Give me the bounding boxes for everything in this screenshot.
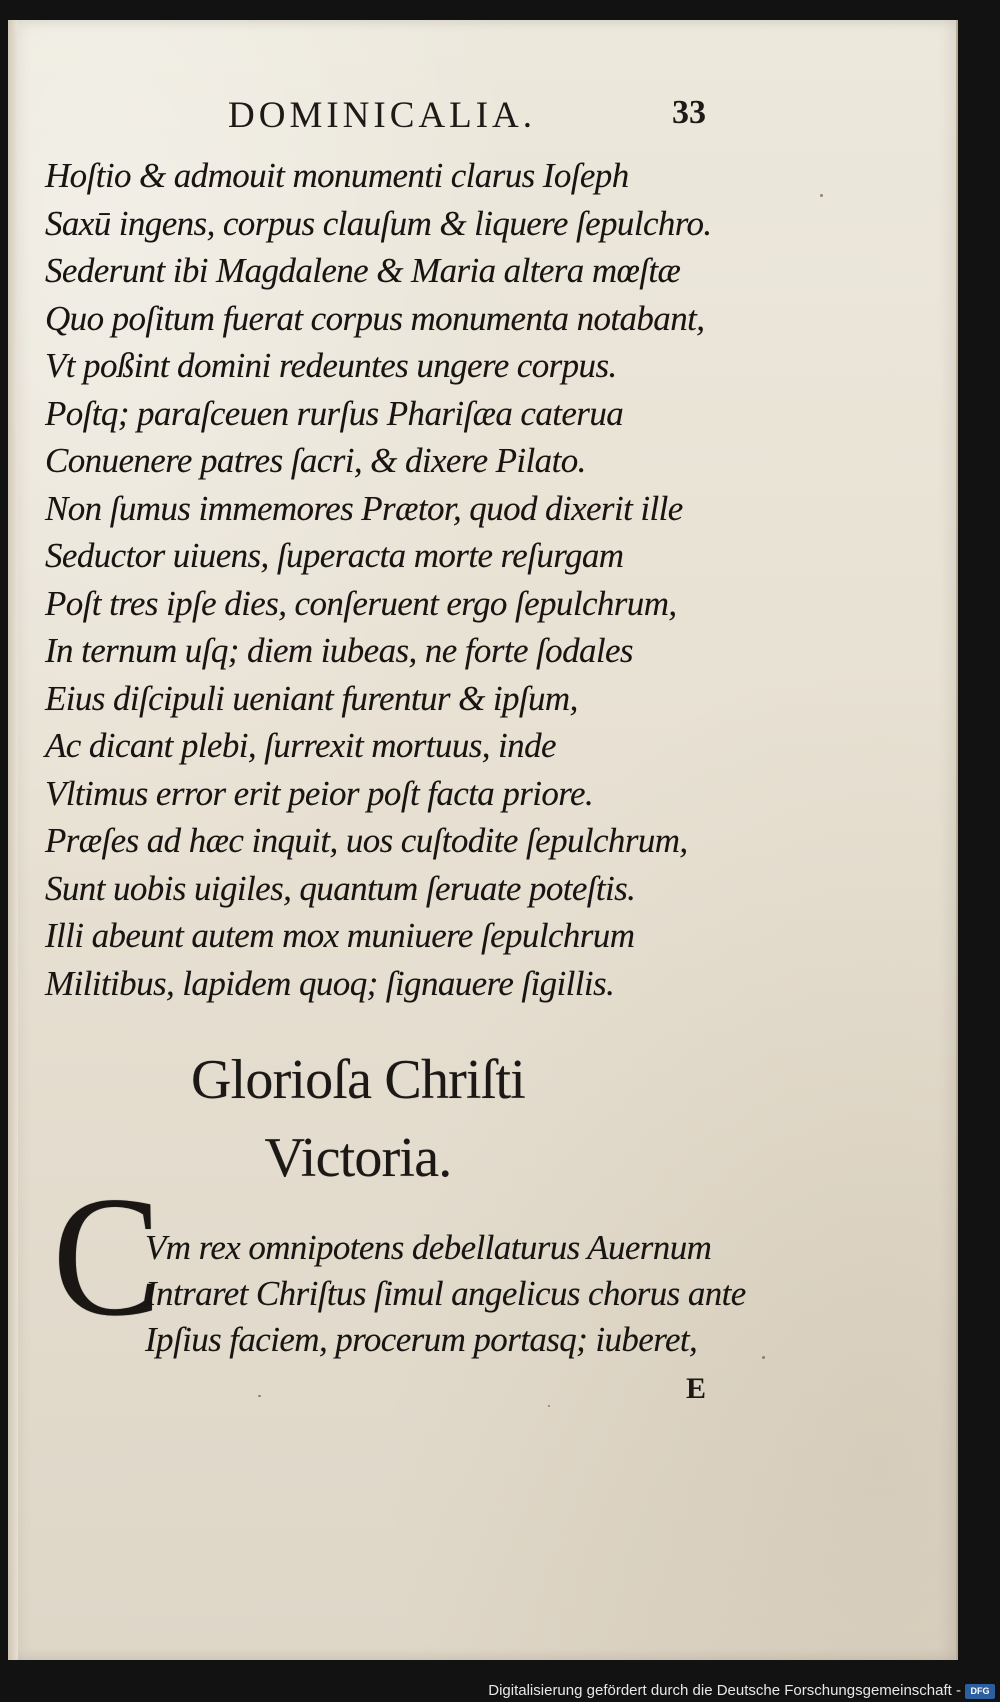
opening-line: Ipſius faciem, procerum portasq; iuberet, bbox=[145, 1320, 698, 1359]
verse-line: Quo poſitum fuerat corpus monumenta notabant, bbox=[45, 298, 705, 338]
verse-line: Sederunt ibi Magdalene & Maria altera mœſtæ bbox=[45, 251, 681, 290]
verse-line: Conuenere patres ſacri, & dixere Pilato. bbox=[45, 441, 586, 480]
verse-line: Ac dicant plebi, ſurrexit mortuus, inde bbox=[45, 726, 556, 765]
verse-line: In ternum uſq; diem iubeas, ne forte ſodales bbox=[45, 631, 633, 670]
dfg-logo: DFG bbox=[965, 1684, 995, 1699]
paper-speck bbox=[548, 1405, 550, 1407]
section-title-line-1: Glorioſa Chriſti bbox=[190, 1049, 526, 1111]
verse-line: Militibus, lapidem quoq; ſignauere ſigillis. bbox=[45, 963, 615, 1003]
verse-line: Hoſtio & admouit monumenti clarus Ioſeph bbox=[45, 156, 629, 195]
paper-speck bbox=[762, 1356, 765, 1359]
digitization-credit: Digitalisierung gefördert durch die Deutsche Forschungsgemeinschaft - bbox=[488, 1682, 961, 1699]
verse-line: Poſt tres ipſe dies, conſeruent ergo ſepulchrum, bbox=[45, 583, 677, 623]
verse-line: Illi abeunt autem mox muniuere ſepulchrum bbox=[45, 916, 635, 955]
verse-line: Poſtq; paraſceuen rurſus Phariſæa caterua bbox=[45, 393, 624, 433]
verse-line: Seductor uiuens, ſuperacta morte reſurgam bbox=[45, 536, 624, 575]
page-gutter-shadow bbox=[8, 20, 18, 1660]
verse-line: Eius diſcipuli ueniant furentur & ipſum, bbox=[45, 678, 578, 718]
verse-line: Sunt uobis uigiles, quantum ſeruate poteſtis. bbox=[45, 868, 636, 908]
book-page bbox=[8, 20, 958, 1660]
section-title-line-2: Victoria. bbox=[264, 1127, 452, 1189]
drop-cap: C bbox=[52, 1162, 162, 1352]
running-head: DOMINICALIA. bbox=[228, 95, 536, 136]
opening-text-block bbox=[145, 1225, 795, 1363]
verse-line: Saxū ingens, corpus clauſum & liquere ſepulchro. bbox=[45, 203, 712, 243]
page-header bbox=[8, 94, 956, 138]
verse-line: Vltimus error erit peior poſt facta priore. bbox=[45, 773, 594, 813]
verse-line: Non ſumus immemores Prætor, quod dixerit ille bbox=[45, 488, 683, 528]
opening-line: Vm rex omnipotens debellaturus Auernum bbox=[145, 1228, 712, 1267]
verse-line: Vt poßint domini redeuntes ungere corpus. bbox=[45, 346, 617, 385]
verse-text-block bbox=[45, 152, 835, 1007]
paper-speck bbox=[258, 1395, 261, 1397]
signature-mark: E bbox=[686, 1372, 707, 1405]
opening-line: Intraret Chriſtus ſimul angelicus chorus ante bbox=[145, 1274, 746, 1313]
verse-line: Præſes ad hæc inquit, uos cuſtodite ſepulchrum, bbox=[45, 821, 688, 860]
page-number: 33 bbox=[672, 94, 706, 131]
paper-speck bbox=[820, 194, 823, 197]
